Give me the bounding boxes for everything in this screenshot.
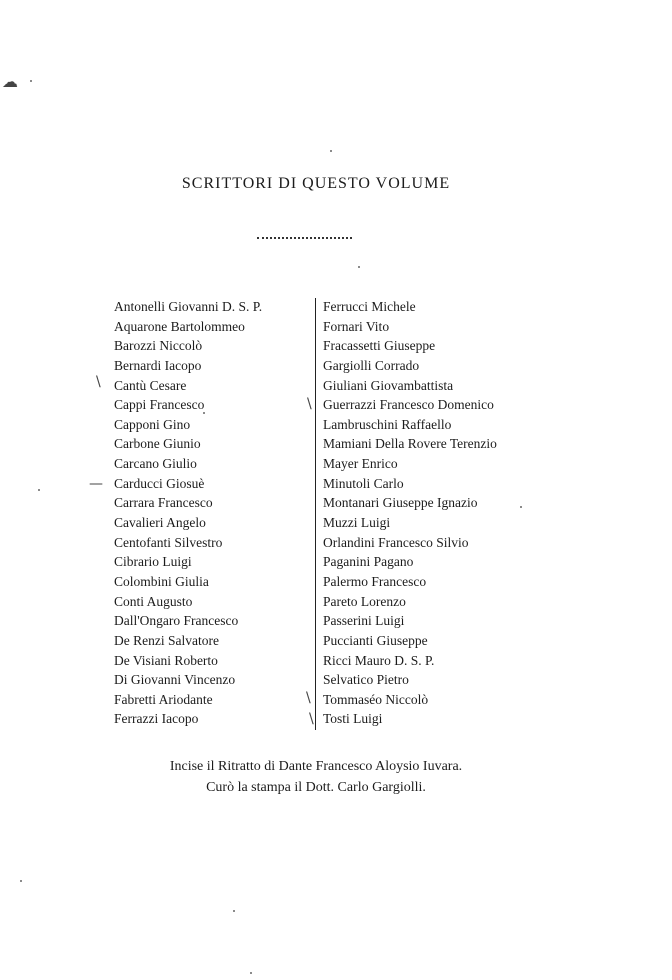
- authors-right-column: [323, 297, 497, 729]
- author-entry: Antonelli Giovanni D. S. P.: [114, 299, 263, 314]
- author-entry: Passerini Luigi: [323, 613, 405, 629]
- author-entry: Cappi Francesco: [114, 397, 205, 413]
- author-entry: Ricci Mauro D. S. P.: [323, 652, 435, 668]
- author-entry: Capponi Gino: [114, 416, 191, 432]
- corner-stamp-icon: ☁: [2, 72, 18, 91]
- author-entry: Carrara Francesco: [114, 495, 213, 511]
- author-entry: Fabretti Ariodante: [114, 691, 213, 707]
- author-entry: Cibrario Luigi: [114, 554, 192, 570]
- author-entry: Carbone Giunio: [114, 436, 201, 452]
- author-entry: De Visiani Roberto: [114, 652, 218, 668]
- author-entry: Conti Augusto: [114, 593, 193, 609]
- author-entry: Paganini Pagano: [323, 554, 414, 570]
- author-entry: Mayer Enrico: [323, 456, 398, 472]
- author-entry: Fornari Vito: [323, 318, 390, 334]
- author-entry: Bernardi Iacopo: [114, 357, 202, 373]
- author-entry: Cantù Cesare: [114, 377, 187, 393]
- ornamental-rule: [257, 237, 352, 239]
- author-entry: Muzzi Luigi: [323, 515, 391, 531]
- author-entry: Giuliani Giovambattista: [323, 377, 454, 393]
- author-entry: Palermo Francesco: [323, 573, 427, 589]
- author-entry: Ferrazzi Iacopo: [114, 711, 199, 727]
- author-entry: Puccianti Giuseppe: [323, 632, 428, 648]
- pencil-mark-icon: —: [89, 476, 103, 492]
- author-entry: Colombini Giulia: [114, 573, 209, 589]
- author-entry: Pareto Lorenzo: [323, 593, 406, 609]
- credits-block: [0, 756, 632, 798]
- pencil-mark-icon: \: [306, 690, 311, 706]
- author-entry: Mamiani Della Rovere Terenzio: [323, 436, 497, 452]
- credit-printing: Curò la stampa il Dott. Carlo Gargiolli.: [206, 780, 426, 795]
- author-entry: Carducci Giosuè: [114, 475, 205, 491]
- author-entry: Lambruschini Raffaello: [323, 416, 452, 432]
- author-entry: Di Giovanni Vincenzo: [114, 672, 236, 688]
- author-entry: Guerrazzi Francesco Domenico: [323, 397, 494, 413]
- author-entry: Carcano Giulio: [114, 456, 197, 472]
- author-entry: Gargiolli Corrado: [323, 357, 420, 373]
- author-entry: Aquarone Bartolommeo: [114, 318, 245, 334]
- author-entry: Dall'Ongaro Francesco: [114, 613, 239, 629]
- author-entry: Selvatico Pietro: [323, 672, 409, 688]
- pencil-mark-icon: \: [307, 396, 312, 412]
- author-entry: Fracassetti Giuseppe: [323, 338, 436, 354]
- author-entry: Cavalieri Angelo: [114, 515, 206, 531]
- column-divider: [315, 298, 316, 730]
- author-entry: Tosti Luigi: [323, 711, 383, 727]
- author-entry: Barozzi Niccolò: [114, 338, 203, 354]
- authors-left-column: [114, 297, 262, 729]
- author-entry: Centofanti Silvestro: [114, 534, 223, 550]
- author-entry: Montanari Giuseppe Ignazio: [323, 495, 478, 511]
- page-title: SCRITTORI DI QUESTO VOLUME: [181, 175, 451, 192]
- author-entry: Ferrucci Michele: [323, 299, 416, 314]
- pencil-mark-icon: \: [96, 374, 101, 390]
- author-entry: Orlandini Francesco Silvio: [323, 534, 469, 550]
- pencil-mark-icon: \: [309, 711, 314, 727]
- credit-portrait: Incise il Ritratto di Dante Francesco Aloysio Iuvara.: [169, 759, 463, 774]
- author-entry: De Renzi Salvatore: [114, 632, 219, 648]
- author-entry: Tommaséo Niccolò: [323, 691, 429, 707]
- author-entry: Minutoli Carlo: [323, 475, 404, 491]
